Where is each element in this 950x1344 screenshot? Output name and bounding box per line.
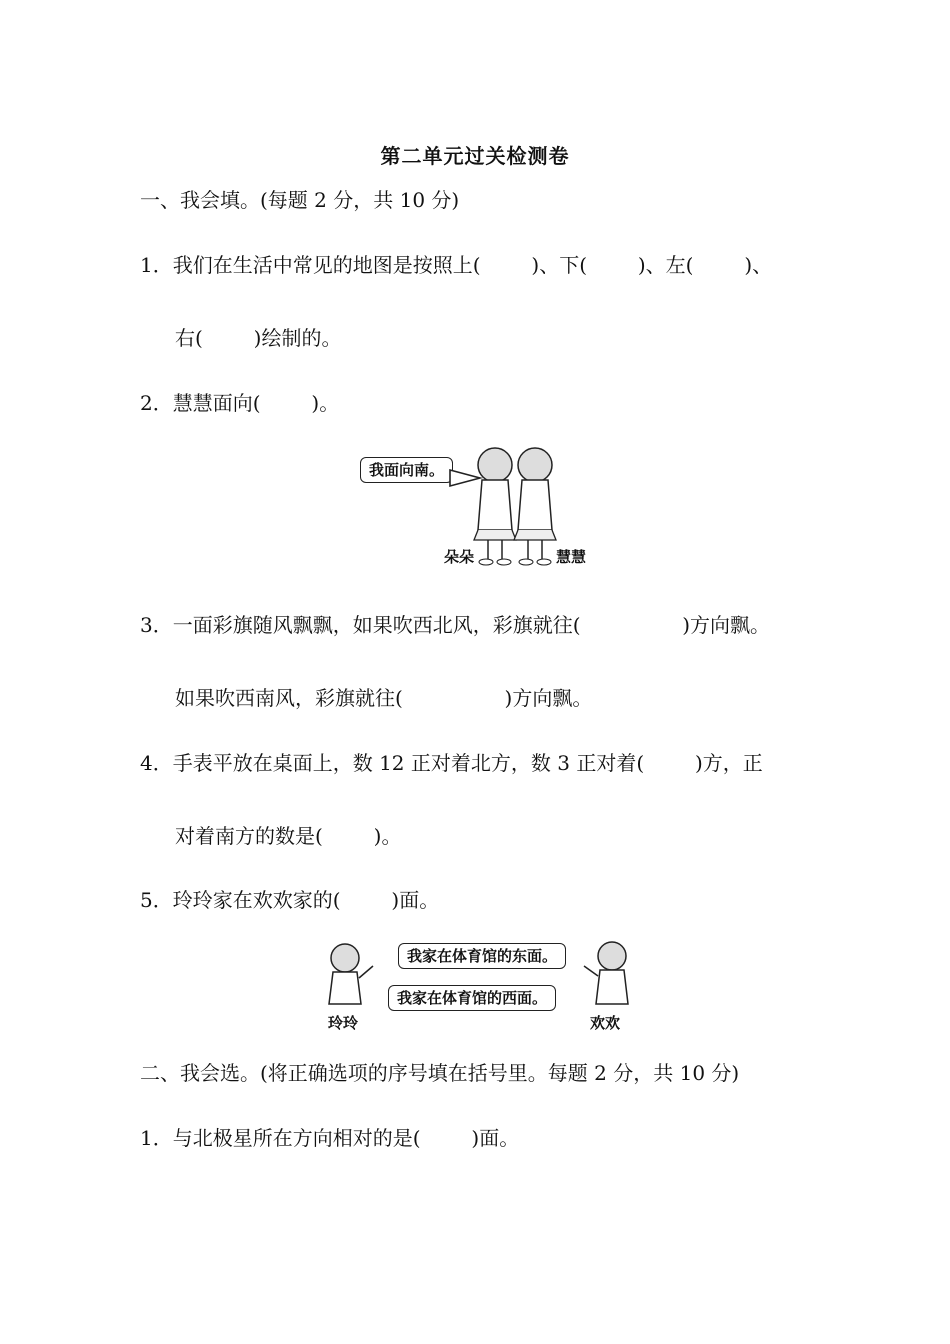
section2-q1: 1．与北极星所在方向相对的是( )面。 <box>140 1126 520 1150</box>
q5-bubble-top: 我家在体育馆的东面。 <box>398 943 566 969</box>
section2-heading: 二、我会选。(将正确选项的序号填在括号里。每题 2 分，共 10 分) <box>140 1061 740 1085</box>
q1-line2: 右( )绘制的。 <box>175 326 342 350</box>
huanhuan-figure <box>578 936 648 1008</box>
q5-bubble-bottom: 我家在体育馆的西面。 <box>388 985 556 1011</box>
page-title: 第二单元过关检测卷 <box>380 144 570 168</box>
linglin-figure <box>315 938 385 1008</box>
q2-left-name: 朵朵 <box>444 548 475 566</box>
q5-left-name: 玲玲 <box>328 1014 359 1032</box>
q2-right-name: 慧慧 <box>556 548 587 566</box>
q3-line1: 3．一面彩旗随风飘飘，如果吹西北风，彩旗就往( )方向飘。 <box>140 613 771 637</box>
q5-text: 5．玲玲家在欢欢家的( )面。 <box>140 888 440 912</box>
q2-speech-bubble: 我面向南。 <box>360 457 453 483</box>
q1-line1: 1．我们在生活中常见的地图是按照上( )、下( )、左( )、 <box>140 253 773 277</box>
q5-right-name: 欢欢 <box>590 1014 621 1032</box>
q4-line1: 4．手表平放在桌面上，数 12 正对着北方，数 3 正对着( )方，正 <box>140 751 763 775</box>
section1-heading: 一、我会填。(每题 2 分，共 10 分) <box>140 188 460 212</box>
q2-text: 2．慧慧面向( )。 <box>140 391 340 415</box>
q3-line2: 如果吹西南风，彩旗就往( )方向飘。 <box>175 686 593 710</box>
q4-line2: 对着南方的数是( )。 <box>175 824 402 848</box>
